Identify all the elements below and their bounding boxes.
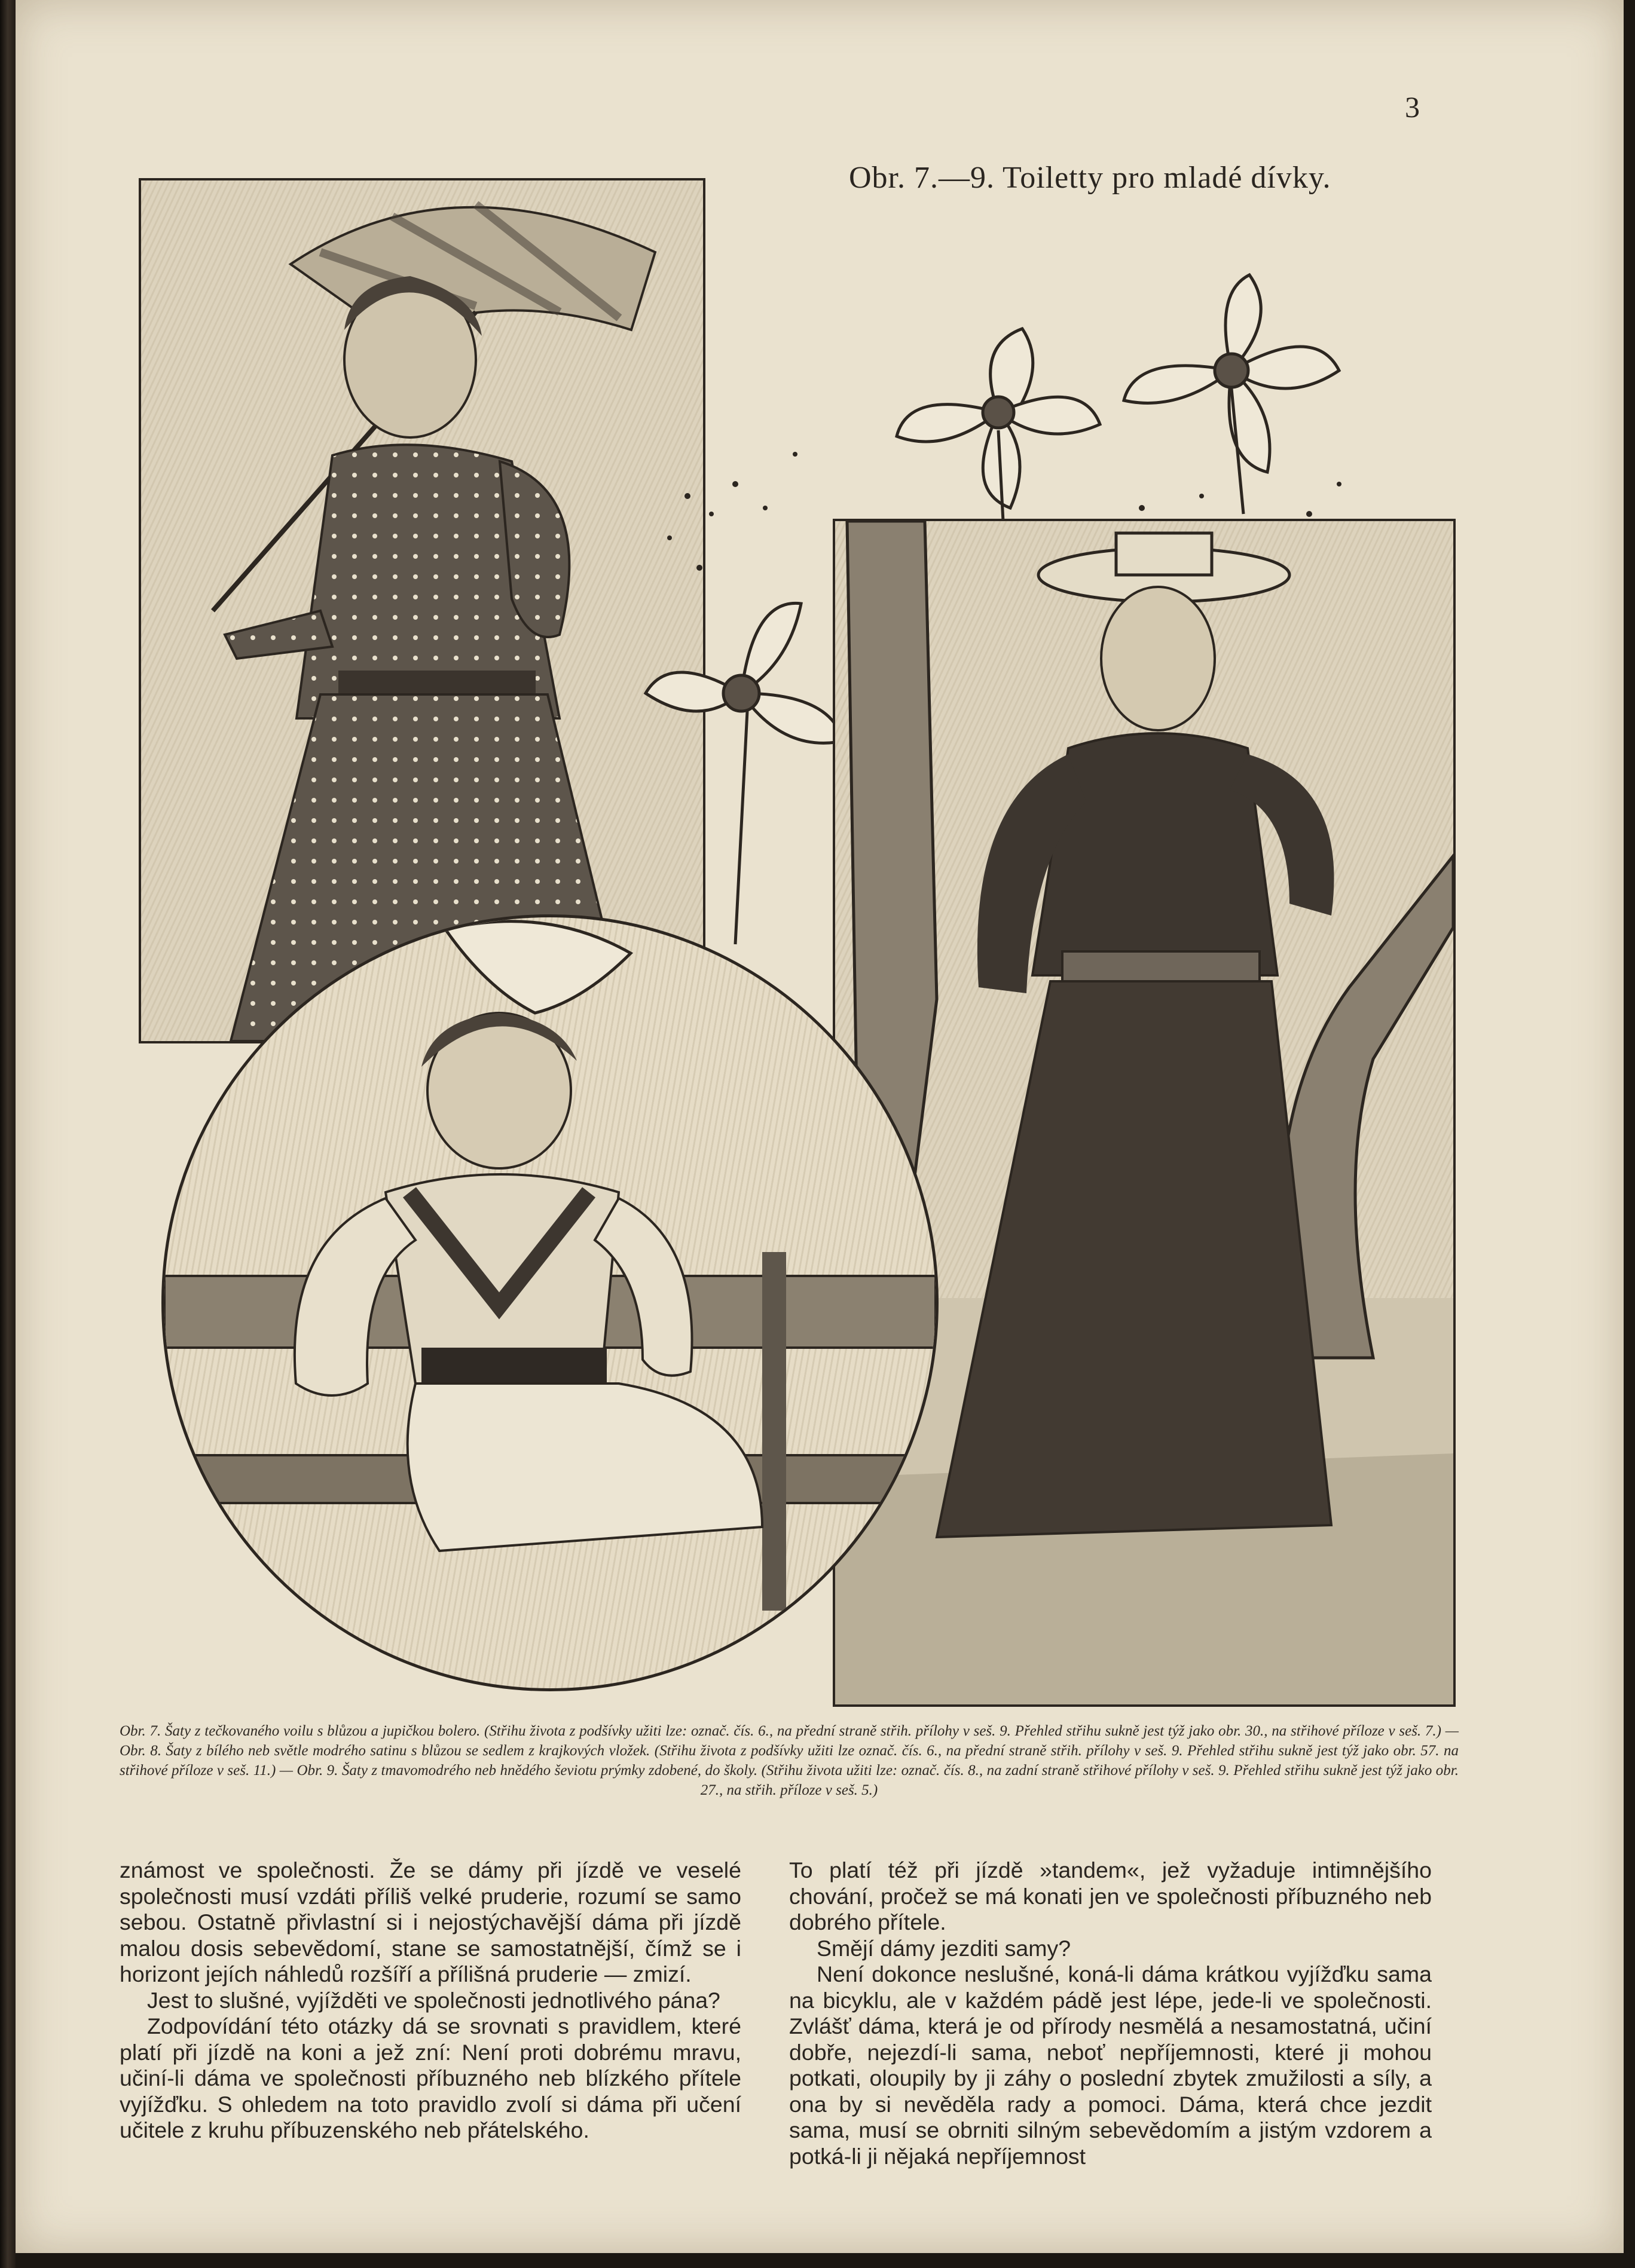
article-column-left [120, 1857, 741, 2144]
page-number: 3 [1405, 90, 1420, 124]
figure-caption: Obr. 7. Šaty z tečkovaného voilu s blůzou a jupičkou bolero. (Střihu života z podšívky užiti lze: označ. čís. 6., na přední straně střih. přílohy v seš. 9. Přehled střihu sukně jest týž jako obr. 30., na střihové příloze v seš. 7.) — Obr. 8. Šaty z bílého neb světle modrého satinu s blůzou se sedlem z krajkových vložek. (Střihu života z podšívky užiti lze označ. čís. 6., na přední straně střih. přílohy v seš. 9. Přehled střihu sukně jest týž jako obr. 57. na střihové příloze v seš. 11.) — Obr. 9. Šaty z tmavomodrého neb hnědého ševiotu prýmky zdobené, do školy. (Střihu života užiti lze: označ. čís. 8., na zadní straně střihové přílohy v seš. 9. Přehled střihu sukně jest týž jako obr. 27., na střih. příloze v seš. 5.) [120, 1723, 1459, 1798]
paragraph: Smějí dámy jezditi samy? [817, 1935, 1071, 1961]
paragraph: Zodpovídání této otázky dá se srovnati s pravidlem, které platí při jízdě na koni a jež zní: Není proti dobrému mravu, učiní-li dáma ve společnosti příbuzného neb blízkého přítele vyjížďku. S ohledem na toto pravidlo zvolí si dáma při učení učitele z kruhu příbuzenského neb přátelského. [120, 2013, 741, 2142]
article-column-right [789, 1857, 1432, 2169]
paragraph: To platí též při jízdě »tandem«, jež vyžaduje intimnějšího chování, pročež se má konati jen ve společnosti příbuzného neb dobrého přítele. [789, 1857, 1432, 1935]
figure-obr-8 [161, 914, 939, 1691]
seated-woman-on-bench-engraving-icon [164, 917, 936, 1688]
paragraph: Není dokonce neslušné, koná-li dáma krátkou vyjížďku sama na bicyklu, ale v každém pádě jest lépe, jede-li ve společnosti. Zvlášť dáma, která je od přírody nesmělá a nesamostatná, učiní dobře, nejezdí-li sama, neboť nepříjemnosti, které ji mohou potkati, oloupily by ji záhy o poslední zbytek zmužilosti a síly, a ona by si nevěděla rady a pomoci. Dáma, která chce jezdit sama, musí se obrniti silným sebevědomím a jistým vzdorem a potká-li ji nějaká nepříjemnost [789, 1961, 1432, 2169]
paragraph: Jest to slušné, vyjížděti ve společnosti jednotlivého pána? [147, 1987, 720, 2013]
paragraph: známost ve společnosti. Že se dámy při jízdě ve veselé společnosti musí vzdáti příliš velké pruderie, rozumí se samo sebou. Ostatně přivlastní si i nejostýchavější dáma při jízdě malou dosis sebevědomí, stane se samostatnější, čímž se i horizont jejích náhledů rozšíří a přílišná pruderie — zmizí. [120, 1857, 741, 1987]
book-binding-edge [0, 0, 16, 2268]
plate-title: Obr. 7.—9. Toiletty pro mladé dívky. [849, 161, 1331, 195]
